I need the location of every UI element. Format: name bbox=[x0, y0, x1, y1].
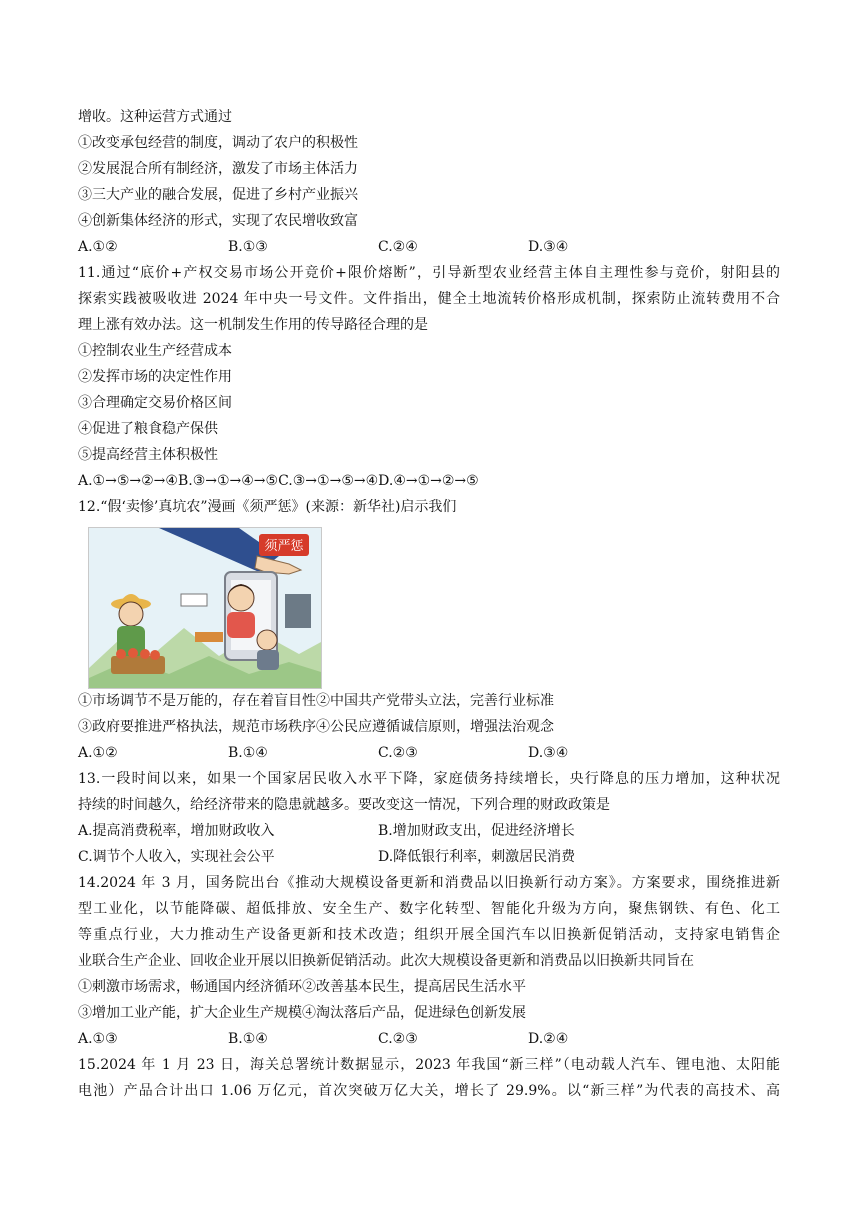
q10-item-4: ④创新集体经济的形式，实现了农民增收致富 bbox=[78, 213, 358, 229]
q13-stem-line-1: 13.一段时间以来，如果一个国家居民收入水平下降，家庭债务持续增长，央行降息的压力增加，这种状况 bbox=[78, 771, 780, 787]
cartoon-image bbox=[88, 527, 322, 689]
q14-stem-line-2: 型工业化，以节能降碳、超低排放、安全生产、数字化转型、智能化升级为方向，聚焦钢铁、有色、化工 bbox=[78, 901, 780, 917]
q13-option-a: A.提高消费税率，增加财政收入 bbox=[78, 823, 275, 839]
q15-stem-line-2: 电池）产品合计出口 1.06 万亿元，首次突破万亿大关，增长了 29.9%。以“新三样”为代表的高技术、高 bbox=[78, 1083, 780, 1099]
q11-options: A.①→⑤→②→④B.③→①→④→⑤C.③→①→⑤→④D.④→①→②→⑤ bbox=[78, 473, 479, 489]
q14-option-b: B.①④ bbox=[228, 1031, 268, 1047]
q10-stem-tail: 增收。这种运营方式通过 bbox=[78, 109, 232, 125]
q12-items-line-2: ③政府要推进严格执法，规范市场秩序④公民应遵循诚信原则，增强法治观念 bbox=[78, 719, 554, 735]
q10-item-2: ②发展混合所有制经济，激发了市场主体活力 bbox=[78, 161, 358, 177]
q14-items-line-1: ①刺激市场需求，畅通国内经济循环②改善基本民生，提高居民生活水平 bbox=[78, 979, 526, 995]
q11-stem-line-2: 探索实践被吸收进 2024 年中央一号文件。文件指出，健全土地流转价格形成机制，探索防止流转费用不合 bbox=[78, 291, 780, 307]
q11-stem-line-1: 11.通过“底价+产权交易市场公开竞价+限价熔断”，引导新型农业经营主体自主理性参与竞价，射阳县的 bbox=[78, 265, 780, 281]
q11-stem-line-3: 理上涨有效办法。这一机制发生作用的传导路径合理的是 bbox=[78, 317, 428, 333]
q11-item-1: ①控制农业生产经营成本 bbox=[78, 343, 232, 359]
q14-option-d: D.②④ bbox=[528, 1031, 569, 1047]
q14-option-a: A.①③ bbox=[78, 1031, 118, 1047]
q13-option-b: B.增加财政支出，促进经济增长 bbox=[378, 823, 575, 839]
q10-option-b: B.①③ bbox=[228, 239, 268, 255]
q12-option-c: C.②③ bbox=[378, 745, 418, 761]
q14-stem-line-4: 业联合生产企业、回收企业开展以旧换新促销活动。此次大规模设备更新和消费品以旧换新共同旨在 bbox=[78, 953, 694, 969]
q12-items-line-1: ①市场调节不是万能的，存在着盲目性②中国共产党带头立法，完善行业标准 bbox=[78, 693, 554, 709]
q12-option-a: A.①② bbox=[78, 745, 118, 761]
q14-stem-line-1: 14.2024 年 3 月，国务院出台《推动大规模设备更新和消费品以旧换新行动方案》。方案要求，围绕推进新 bbox=[78, 875, 780, 891]
q11-item-4: ④促进了粮食稳产保供 bbox=[78, 421, 218, 437]
q10-item-3: ③三大产业的融合发展，促进了乡村产业振兴 bbox=[78, 187, 358, 203]
q12-option-d: D.③④ bbox=[528, 745, 569, 761]
q13-option-d: D.降低银行利率，刺激居民消费 bbox=[378, 849, 576, 865]
q12-stem: 12.“假‘卖惨’真坑农”漫画《须严惩》(来源：新华社)启示我们 bbox=[78, 499, 457, 515]
q14-items-line-2: ③增加工业产能，扩大企业生产规模④淘汰落后产品，促进绿色创新发展 bbox=[78, 1005, 526, 1021]
q13-stem-line-2: 持续的时间越久，给经济带来的隐患就越多。要改变这一情况，下列合理的财政政策是 bbox=[78, 797, 610, 813]
q11-item-5: ⑤提高经营主体积极性 bbox=[78, 447, 218, 463]
cartoon-stamp-text: 须严惩 bbox=[264, 539, 304, 554]
q10-option-d: D.③④ bbox=[528, 239, 569, 255]
q10-option-c: C.②④ bbox=[378, 239, 418, 255]
q12-option-b: B.①④ bbox=[228, 745, 268, 761]
q13-option-c: C.调节个人收入，实现社会公平 bbox=[78, 849, 275, 865]
q10-option-a: A.①② bbox=[78, 239, 118, 255]
q11-item-2: ②发挥市场的决定性作用 bbox=[78, 369, 232, 385]
cartoon-illustration bbox=[89, 528, 321, 688]
q14-stem-line-3: 等重点行业，大力推动生产设备更新和技术改造；组织开展全国汽车以旧换新促销活动，支持家电销售企 bbox=[78, 927, 780, 943]
q15-stem-line-1: 15.2024 年 1 月 23 日，海关总署统计数据显示，2023 年我国“新三样”（电动载人汽车、锂电池、太阳能 bbox=[78, 1057, 780, 1073]
q14-option-c: C.②③ bbox=[378, 1031, 418, 1047]
q11-item-3: ③合理确定交易价格区间 bbox=[78, 395, 232, 411]
q10-item-1: ①改变承包经营的制度，调动了农户的积极性 bbox=[78, 135, 358, 151]
